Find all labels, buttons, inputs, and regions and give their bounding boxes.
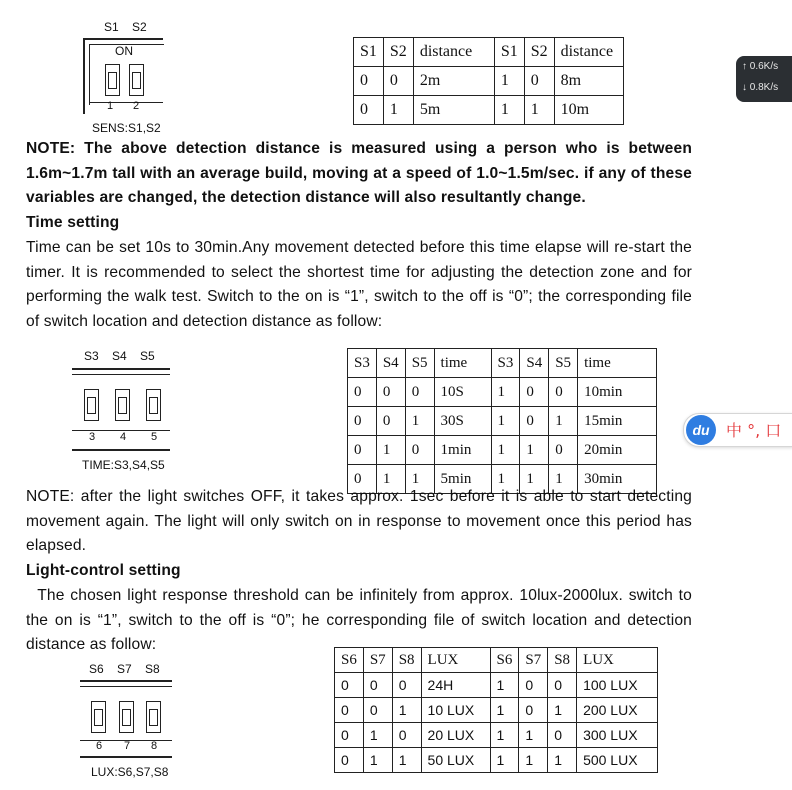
table-cell: 0	[354, 67, 384, 96]
sens-switch-s2	[129, 64, 144, 96]
table-cell: 0	[519, 673, 548, 698]
sens-on-label: ON	[115, 44, 133, 58]
network-speed-widget[interactable]	[736, 56, 792, 102]
table-cell: 1	[494, 96, 524, 125]
table-header-row	[335, 648, 658, 673]
sens-switch-s1	[105, 64, 120, 96]
table-cell: 0	[348, 407, 377, 436]
time-num-3: 3	[89, 431, 96, 443]
table-cell: S6	[335, 648, 364, 673]
table-cell: S4	[376, 349, 405, 378]
table-cell: S5	[549, 349, 578, 378]
table-cell: 0	[392, 723, 421, 748]
table-cell: S4	[520, 349, 549, 378]
table-cell: 1	[491, 407, 520, 436]
time-setting-heading: Time setting	[26, 214, 120, 231]
table-cell: 1	[405, 407, 434, 436]
table-cell: 0	[335, 748, 364, 773]
time-setting-paragraph: Time can be set 10s to 30min.Any movement detected before this time elapse will re-start the timer. It is recommended to select the shortest time for adjusting the detection zone and for performing the walk test. Switch to the on is “1”, switch to the off is “0”; the corresponding file of switch location and detection distance as follow:	[26, 239, 692, 330]
table-cell: 1	[549, 407, 578, 436]
table-cell: 1	[363, 723, 392, 748]
table-row	[354, 67, 624, 96]
table-cell: 10S	[434, 378, 491, 407]
table-cell: S7	[519, 648, 548, 673]
table-cell: 300 LUX	[577, 723, 658, 748]
table-cell: 0	[335, 723, 364, 748]
table-cell: 200 LUX	[577, 698, 658, 723]
time-caption: TIME:S3,S4,S5	[82, 458, 165, 472]
table-cell: 0	[548, 673, 577, 698]
sens-switch-labels: S1 S2	[104, 20, 147, 34]
table-cell: 5min	[434, 465, 491, 494]
table-cell: 20 LUX	[421, 723, 490, 748]
table-cell: 8m	[554, 67, 623, 96]
lux-setting-table	[334, 647, 658, 773]
table-cell: S5	[405, 349, 434, 378]
table-cell: 2m	[413, 67, 494, 96]
table-cell: 24H	[421, 673, 490, 698]
restart-note: NOTE: after the light switches OFF, it takes approx. 1sec before it is able to start detecting movement again. The light will only switch on in response to movement once this period has elapsed.	[26, 488, 692, 555]
table-row	[354, 96, 624, 125]
table-cell: 0	[549, 436, 578, 465]
lux-switch-s6	[91, 701, 106, 733]
table-cell: 1	[490, 723, 519, 748]
table-cell: distance	[413, 38, 494, 67]
table-cell: 5m	[413, 96, 494, 125]
table-cell: 0	[405, 436, 434, 465]
table-cell: S8	[392, 648, 421, 673]
table-row	[335, 698, 658, 723]
table-cell: LUX	[577, 648, 658, 673]
lux-caption: LUX:S6,S7,S8	[91, 765, 169, 779]
download-speed: ↓ 0.8K/s	[742, 82, 779, 93]
time-switch-labels: S3 S4 S5	[84, 349, 155, 363]
table-cell: 1	[376, 436, 405, 465]
table-cell: 0	[524, 67, 554, 96]
table-cell: 100 LUX	[577, 673, 658, 698]
table-cell: S1	[494, 38, 524, 67]
table-cell: 0	[348, 378, 377, 407]
table-cell: 500 LUX	[577, 748, 658, 773]
time-switch-s5	[146, 389, 161, 421]
sens-caption: SENS:S1,S2	[92, 121, 161, 135]
table-cell: 1	[405, 465, 434, 494]
table-cell: 0	[520, 378, 549, 407]
table-cell: 30min	[578, 465, 657, 494]
table-cell: 1	[520, 436, 549, 465]
time-num-5: 5	[151, 431, 158, 443]
table-cell: 1	[363, 748, 392, 773]
table-cell: 0	[348, 436, 377, 465]
table-cell: S3	[348, 349, 377, 378]
table-row	[348, 436, 657, 465]
ime-toolbar[interactable]	[683, 413, 792, 447]
table-cell: S6	[490, 648, 519, 673]
table-cell: 0	[376, 378, 405, 407]
table-cell: 50 LUX	[421, 748, 490, 773]
time-setting-table	[347, 348, 657, 494]
table-cell: 0	[335, 698, 364, 723]
table-cell: LUX	[421, 648, 490, 673]
lux-num-6: 6	[96, 740, 103, 752]
table-cell: distance	[554, 38, 623, 67]
ime-mode-indicator[interactable]: 中 °, 口	[726, 421, 782, 440]
detection-distance-note: NOTE: The above detection distance is measured using a person who is between 1.6m~1.7m tall with an average build, moving at a speed of 1.0~1.5m/sec. if any of these variables are changed, the detection distance will also resultantly change.	[26, 140, 692, 207]
table-row	[335, 748, 658, 773]
table-cell: 0	[548, 723, 577, 748]
table-cell: 0	[354, 96, 384, 125]
table-cell: S7	[363, 648, 392, 673]
lux-num-7: 7	[124, 740, 131, 752]
table-cell: 30S	[434, 407, 491, 436]
table-cell: 1	[491, 436, 520, 465]
table-row	[335, 673, 658, 698]
table-cell: 1	[520, 465, 549, 494]
table-row	[335, 723, 658, 748]
table-cell: 0	[335, 673, 364, 698]
table-cell: 10 LUX	[421, 698, 490, 723]
table-cell: 1	[491, 378, 520, 407]
table-cell: 1	[383, 96, 413, 125]
lux-switch-s8	[146, 701, 161, 733]
table-cell: S3	[491, 349, 520, 378]
table-cell: 1	[524, 96, 554, 125]
time-switch-s4	[115, 389, 130, 421]
table-cell: 1	[519, 723, 548, 748]
lux-switch-labels: S6 S7 S8	[89, 662, 160, 676]
table-cell: 1	[491, 465, 520, 494]
table-cell: 10min	[578, 378, 657, 407]
table-cell: S8	[548, 648, 577, 673]
table-cell: 1	[392, 748, 421, 773]
sens-distance-table	[353, 37, 624, 125]
sens-num-2: 2	[133, 100, 140, 112]
table-header-row	[354, 38, 624, 67]
table-cell: 1	[376, 465, 405, 494]
table-cell: 0	[392, 673, 421, 698]
table-cell: 0	[348, 465, 377, 494]
table-cell: 0	[405, 378, 434, 407]
table-cell: 1	[490, 673, 519, 698]
table-cell: S1	[354, 38, 384, 67]
time-num-4: 4	[120, 431, 127, 443]
table-cell: 0	[520, 407, 549, 436]
upload-speed: ↑ 0.6K/s	[742, 61, 779, 72]
table-row	[348, 407, 657, 436]
light-control-paragraph: The chosen light response threshold can be infinitely from approx. 10lux-2000lux. switch to the on is “1”, switch to the off is “0”; he corresponding file of switch location and detection distance as follow:	[26, 587, 692, 654]
sens-num-1: 1	[107, 100, 114, 112]
table-cell: 1	[548, 748, 577, 773]
table-cell: 0	[383, 67, 413, 96]
table-cell: 0	[376, 407, 405, 436]
ime-logo-icon[interactable]: du	[686, 415, 716, 445]
table-cell: 0	[549, 378, 578, 407]
table-cell: 0	[363, 673, 392, 698]
time-switch-s3	[84, 389, 99, 421]
table-cell: 0	[363, 698, 392, 723]
table-cell: time	[578, 349, 657, 378]
table-cell: 1	[549, 465, 578, 494]
table-cell: time	[434, 349, 491, 378]
table-cell: 1	[392, 698, 421, 723]
table-cell: 1min	[434, 436, 491, 465]
table-cell: 1	[519, 748, 548, 773]
sens-switch-body	[83, 38, 163, 114]
table-cell: 1	[494, 67, 524, 96]
table-cell: 0	[519, 698, 548, 723]
table-cell: 1	[490, 698, 519, 723]
table-cell: 15min	[578, 407, 657, 436]
table-cell: 1	[548, 698, 577, 723]
table-cell: S2	[383, 38, 413, 67]
table-cell: 10m	[554, 96, 623, 125]
table-row	[348, 378, 657, 407]
table-cell: 1	[490, 748, 519, 773]
table-cell: S2	[524, 38, 554, 67]
table-cell: 20min	[578, 436, 657, 465]
light-control-heading: Light-control setting	[26, 562, 181, 579]
table-header-row	[348, 349, 657, 378]
lux-switch-s7	[119, 701, 134, 733]
lux-num-8: 8	[151, 740, 158, 752]
